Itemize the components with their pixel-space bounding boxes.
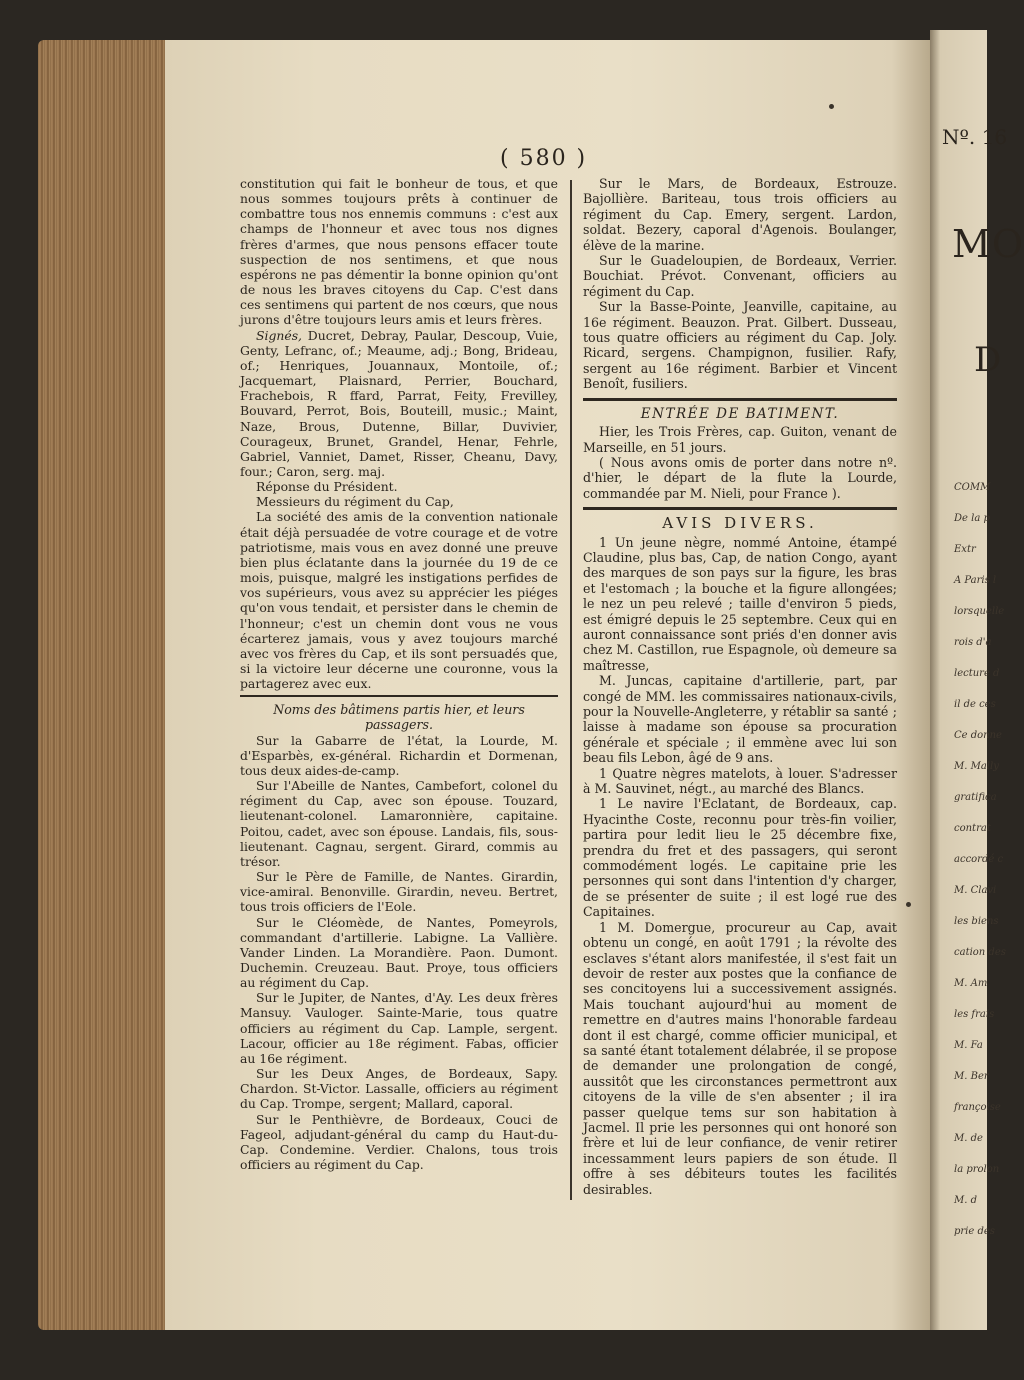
facing-page-fragment: M. Clavi <box>954 885 997 896</box>
departures-heading: Noms des bâtimens partis hier, et leurs passagers. <box>273 702 525 733</box>
facing-page-fragment: COMM <box>954 482 991 493</box>
notice-entry: M. Juncas, capitaine d'artillerie, part, par congé de MM. les commissaires nationaux-civils, pour la Nouvelle-Angleterre, y rétablir sa santé ; laisse à madame son épouse sa procuration générale et spéciale ; il emmène avec lui son beau fils Lebon, âgé de 9 ans. <box>583 673 897 766</box>
facing-page-fragment: M. Am <box>954 978 988 989</box>
facing-page-fragment: françoise <box>954 1102 1001 1113</box>
facing-page-fragment: contrat <box>954 823 991 834</box>
facing-page-fragment: gratifica <box>954 792 997 803</box>
notice-entry: 1 Le navire l'Eclatant, de Bordeaux, cap. Hyacinthe Coste, reconnu pour très-fin voilier, partira pour ledit lieu le 25 décembre fixe, prendra du fret et des passagers, qui seront commodément logés. Le capitaine prie les personnes qui sont dans l'intention d'y charger, de se présenter de suite ; il est logé rue des Capitaines. <box>583 796 897 920</box>
column-divider <box>570 180 572 1200</box>
book-page-edges <box>38 40 168 1330</box>
ship-entry: Sur la Gabarre de l'état, la Lourde, M. d'Esparbès, ex-général. Richardin et Dormenan, tous deux aides-de-camp. <box>240 732 558 778</box>
notice-entry: 1 Quatre nègres matelots, à louer. S'adresser à M. Sauvinet, négt., au marché des Blancs. <box>583 765 897 797</box>
reponse-paragraph: La société des amis de la convention nationale était déjà persuadée de votre courage et de votre patriotisme, mais vous en avez donné une preuve bien plus éclatante dans la journée du 19 de ce mois, puisque, malgré les instigations perfides de vos supérieurs, vous avez su apprécier les piéges qu'on vous tendait, et persister dans le chemin de l'honneur; c'est un chemin dont vous ne vous écarterez jamais, vous y avez toujours marché avec vos frères du Cap, et ils sont persuadés que, si la victoire leur décerne une couronne, vous la partagerez avec eux. <box>240 509 558 692</box>
reponse-heading: Réponse du Président. <box>256 479 398 495</box>
ink-dot <box>829 104 834 109</box>
ship-entry: Sur le Jupiter, de Nantes, d'Ay. Les deux frères Mansuy. Vauloger. Sainte-Marie, tous quatre officiers au régiment du Cap. Lample, sergent. Lacour, officier au 18e régiment. Fabas, officier au 16e régiment. <box>240 990 558 1066</box>
notices-list <box>583 535 897 1197</box>
facing-page-fragment: les frais <box>954 1009 995 1020</box>
ship-entry: Sur les Deux Anges, de Bordeaux, Sapy. Chardon. St-Victor. Lassalle, officiers au régiment du Cap. Trompe, sergent; Mallard, caporal. <box>240 1066 558 1112</box>
facing-page-fragment: la prolon <box>954 1164 1000 1175</box>
ship-entry: Sur le Père de Famille, de Nantes. Girardin, vice-amiral. Benonville. Girardin, neveu. Bertret, tous trois officiers de l'Eole. <box>240 869 558 915</box>
facing-page-fragment: les biens <box>954 916 999 927</box>
ship-entry: Sur la Basse-Pointe, Jeanville, capitaine, au 16e régiment. Beauzon. Prat. Gilbert. Dusseau, tous quatre officiers au régiment du Cap. Joly. Ricard, sergens. Champignon, fusilier. Rafy, sergent au 16e régiment. Barbier et Vincent Benoît, fusiliers. <box>583 299 897 392</box>
notice-entry: 1 M. Domergue, procureur au Cap, avait obtenu un congé, en août 1791 ; la révolte des esclaves s'étant alors manifestée, il s'est fait un devoir de rester aux postes que la confiance de ses concitoyens lui a successivement assignés. Mais touchant aujourd'hui au moment de remettre en d'autres mains l'honorable fardeau dont il est chargé, comme officier municipal, et sa santé étant totalement délabrée, il se propose de demander une prolongation de congé, aussitôt que les circonstances permettront aux citoyens de la ville de s'en absenter ; il ira passer quelque tems sur son habitation à Jacmel. Il prie les personnes qui ont honoré son frère et lui de leur confiance, de venir retirer incessamment leurs papiers de son étude. Il offre à ses débiteurs toutes les facilités desirables. <box>583 919 897 1197</box>
signatory-names: Ducret, Debray, Paular, Descoup, Vuie, Genty, Lefranc, of.; Meaume, adj.; Bong, Brideau, of.; Henriques, Jouannaux, Montoile, of.; Jacquemart, Plaisnard, Perrier, Bouchard, Frachebois, R ffard, Parrat, Feity, Frevilley, Bouvard, Perrot, Bois, Bouteill, music.; Maint, Naze, Brous, Dutenne, Billar, Duvivier, Courageux, Brunet, Grandel, Henar, Fehrle, Gabriel, Vanniet, Damet, Risser, Cheanu, Davy, four.; Caron, serg. maj. <box>240 327 558 479</box>
ship-entry: Sur le Guadeloupien, de Bordeaux, Verrier. Bouchiat. Prévot. Convenant, officiers au régiment du Cap. <box>583 253 897 299</box>
ship-entry: Sur le Mars, de Bordeaux, Estrouze. Bajollière. Bariteau, tous trois officiers au régiment du Cap. Emery, sergent. Lardon, soldat. Bezery, caporal d'Agenois. Boulanger, élève de la marine. <box>583 176 897 253</box>
departures-list-continued <box>583 176 897 392</box>
facing-page-fragment: Extr <box>954 544 976 555</box>
reponse-salutation: Messieurs du régiment du Cap, <box>256 494 454 510</box>
section-rule <box>583 398 897 401</box>
letter-paragraph: constitution qui fait le bonheur de tous, et que nous sommes toujours prêts à continuer de combattre tous nos ennemis communs : c'est aux champs de l'honneur et avec tous nos dignes frères d'armes, que nous pensons effacer toute suspection de nos sentimens, et que nous espérons ne pas démentir la bonne opinion qu'ont de nous les braves citoyens du Cap. C'est dans ces sentimens qui partent de nos cœurs, que nous jurons d'être toujours leurs amis et leurs frères. <box>240 176 558 328</box>
facing-page <box>930 30 1024 1330</box>
facing-page-fragment: cation des <box>954 947 1006 958</box>
facing-page-fragment: lorsquelle <box>954 606 1005 617</box>
entree-paragraph: Hier, les Trois Frères, cap. Guiton, venant de Marseille, en 51 jours. <box>583 424 897 455</box>
notice-entry: 1 Un jeune nègre, nommé Antoine, étampé Claudine, plus bas, Cap, de nation Congo, ayant des marques de son pays sur la figure, les bras et l'estomach ; la bouche et la figure allongées; le nez un peu relevé ; taille d'environ 5 pieds, est émigré depuis le 25 septembre. Ceux qui en auront connaissance sont priés d'en donner avis chez M. Castillon, rue Espagnole, où demeure sa maîtresse, <box>583 534 897 673</box>
ship-entry: Sur le Cléomède, de Nantes, Pomeyrols, commandant d'artillerie. Labigne. La Vallière. Vander Linden. La Morandière. Paon. Dumont. Duchemin. Creuzeau. Baut. Proye, tous officiers au régiment du Cap. <box>240 914 558 991</box>
ink-dot <box>906 902 911 907</box>
ship-entry: Sur le Penthièvre, de Bordeaux, Couci de Fageol, adjudant-général du camp du Haut-du-Cap. Condemine. Verdier. Chalons, tous trois officiers au régiment du Cap. <box>240 1111 558 1172</box>
facing-page-masthead: MO <box>952 222 1024 266</box>
facing-page-fragment: M. Ber <box>954 1071 989 1082</box>
section-rule <box>240 695 558 697</box>
facing-page-fragment: il de ces <box>954 699 996 710</box>
signes-label: Signés, <box>256 327 302 343</box>
facing-page-fragment: M. Fa <box>954 1040 983 1051</box>
facing-page-letter: D <box>974 340 1002 380</box>
facing-page-fragment: M. d <box>954 1195 977 1206</box>
avis-heading: AVIS DIVERS. <box>662 514 818 533</box>
facing-page-fragment: rois d'a <box>954 637 992 648</box>
page-number: ( 580 ) <box>500 146 588 171</box>
entree-heading: ENTRÉE DE BATIMENT. <box>640 405 840 422</box>
section-rule <box>583 507 897 510</box>
facing-page-fragment: prie des <box>954 1226 995 1237</box>
facing-page-fragment: accordé c <box>954 854 1004 865</box>
facing-page-number: Nº. 16 <box>942 125 1008 149</box>
facing-page-fragment: lecture d <box>954 668 1000 679</box>
ship-entry: Sur l'Abeille de Nantes, Cambefort, colonel du régiment du Cap, avec son épouse. Touzard, lieutenant-colonel. Lamaronnière, capitaine. Poitou, cadet, avec son épouse. Landais, fils, sous-lieutenant. Cagnau, sergent. Girard, commis au trésor. <box>240 778 558 869</box>
right-column <box>583 176 897 1197</box>
entree-note: ( Nous avons omis de porter dans notre nº. d'hier, le départ de la flute la Lourde, commandée par M. Nieli, pour France ). <box>583 454 897 501</box>
facing-page-fragment: De la p <box>954 513 990 524</box>
facing-page-fragment: A Paris l <box>954 575 997 586</box>
departures-list <box>240 733 558 1173</box>
facing-page-fragment: M. Mally <box>954 761 999 772</box>
facing-page-fragment: Ce donne <box>954 730 1002 741</box>
facing-page-fragment: M. de <box>954 1133 983 1144</box>
left-column <box>240 176 558 1172</box>
signatories <box>240 328 558 480</box>
